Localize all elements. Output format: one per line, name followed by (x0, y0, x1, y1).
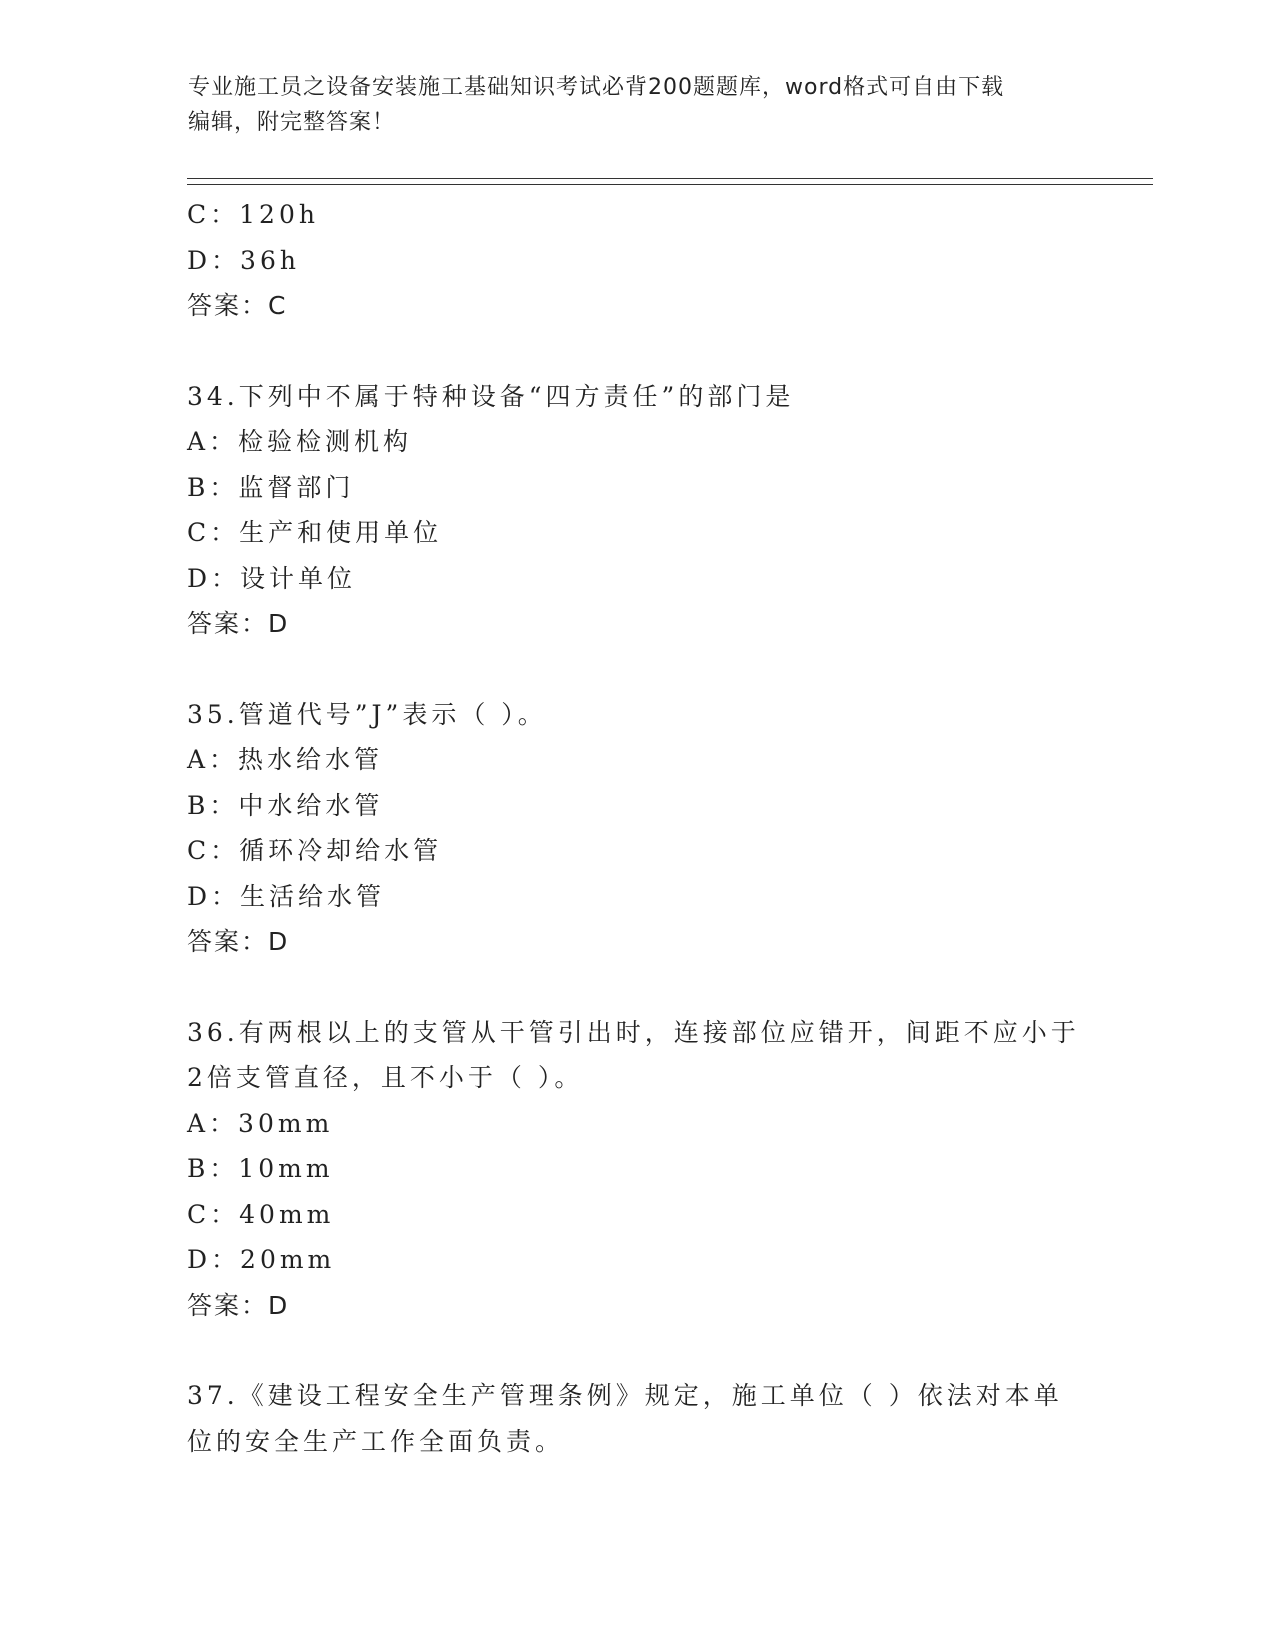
question-stem-line-2: 2倍支管直径，且不小于（ ）。 (187, 1063, 584, 1092)
option-b: B：中水给水管 (187, 790, 384, 820)
option-c: C：循环冷却给水管 (187, 836, 443, 865)
question-34 (187, 374, 1087, 647)
header-line-1: 专业施工员之设备安装施工基础知识考试必背200题题库，word格式可自由下载 (188, 75, 1005, 100)
option-d: D：设计单位 (187, 563, 357, 593)
question-stem: 35.管道代号”J”表示（ ）。 (187, 699, 547, 729)
question-37 (187, 1373, 1087, 1464)
document-header (188, 70, 1088, 140)
answer: 答案：C (187, 291, 288, 320)
option-a: A：30mm (187, 1108, 334, 1138)
option-b: B：10mm (187, 1154, 334, 1183)
question-stem-line-2: 位的安全生产工作全面负责。 (187, 1426, 565, 1456)
option-d: D：36h (187, 245, 300, 275)
question-stem: 34.下列中不属于特种设备“四方责任”的部门是 (187, 381, 795, 411)
option-c: C：生产和使用单位 (187, 518, 443, 547)
question-stem-line-1: 36.有两根以上的支管从干管引出时，连接部位应错开，间距不应小于 (187, 1017, 1080, 1047)
option-a: A：检验检测机构 (187, 427, 413, 456)
header-divider-bottom (187, 184, 1153, 185)
option-b: B：监督部门 (187, 472, 355, 502)
option-c: C：120h (187, 200, 319, 229)
question-33-tail (187, 192, 1087, 329)
question-list (187, 192, 1087, 1464)
answer: 答案：D (187, 927, 290, 956)
option-d: D：20mm (187, 1245, 336, 1274)
answer: 答案：D (187, 1290, 290, 1320)
option-d: D：生活给水管 (187, 881, 386, 911)
option-a: A：热水给水管 (187, 745, 384, 774)
header-line-2: 编辑，附完整答案！ (188, 110, 396, 135)
question-36 (187, 1010, 1087, 1329)
option-c: C：40mm (187, 1199, 335, 1229)
answer: 答案：D (187, 609, 290, 638)
header-divider-top (187, 178, 1153, 179)
question-35 (187, 692, 1087, 965)
question-stem-line-1: 37.《建设工程安全生产管理条例》规定，施工单位（ ）依法对本单 (187, 1381, 1063, 1410)
